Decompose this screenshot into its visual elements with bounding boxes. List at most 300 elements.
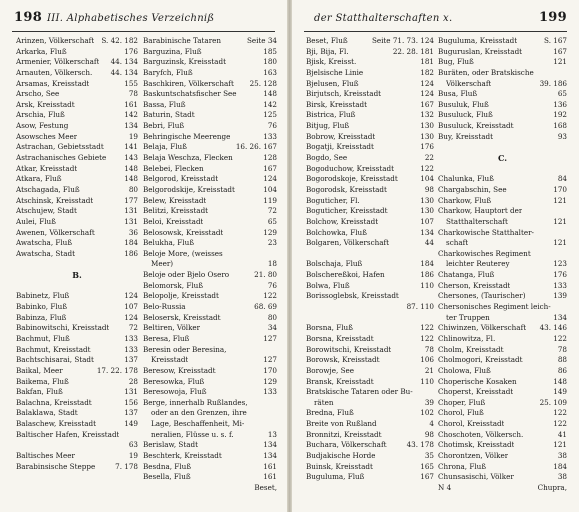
entry-term: Besella, Fluß — [143, 472, 191, 482]
index-entry — [143, 174, 277, 185]
entry-term: Bachmut, Kreisstadt — [16, 344, 91, 354]
entry-page-refs: 80 — [267, 312, 277, 322]
entry-page-refs: 180 — [263, 57, 277, 67]
entry-page-refs: 141 — [124, 142, 138, 152]
entry-term: Meer) — [151, 259, 174, 269]
entry-term: Bolchowka, Fluß — [306, 227, 367, 237]
left-page-header — [0, 12, 287, 28]
index-entry — [16, 419, 138, 430]
entry-term: Balachna, Kreisstadt — [16, 397, 92, 407]
index-entry — [306, 196, 434, 207]
index-entry — [143, 419, 277, 430]
index-entry — [16, 153, 138, 164]
entry-page-refs: 177 — [124, 195, 138, 205]
entry-page-refs: 122 — [553, 408, 567, 418]
index-entry — [438, 47, 567, 58]
entry-term: Borowitschi, Kreisstadt — [306, 344, 392, 354]
blank-line — [306, 313, 434, 324]
entry-page-refs: 122 — [420, 333, 434, 343]
entry-term: Belaja, Fluß — [143, 142, 187, 152]
index-entry — [306, 206, 434, 217]
entry-term: Baskuntschatsfischer See — [143, 89, 237, 99]
index-entry — [16, 451, 138, 462]
index-entry — [16, 291, 138, 302]
entry-page-refs: 176 — [420, 142, 434, 152]
entry-page-refs: 21 — [424, 365, 434, 375]
index-entry — [16, 440, 138, 451]
index-entry — [306, 451, 434, 462]
entry-term: Arschia, Fluß — [16, 110, 65, 120]
entry-term: Belew, Kreisstadt — [143, 195, 207, 205]
index-entry — [306, 142, 434, 153]
entry-term: Chalunka, Fluß — [438, 174, 494, 184]
entry-page-refs: 122 — [420, 163, 434, 173]
entry-term: Bogorodsk, Kreisstadt — [306, 184, 387, 194]
index-entry — [16, 196, 138, 207]
entry-page-refs: 125 — [263, 110, 277, 120]
entry-term: Awatscha, Stadt — [16, 248, 75, 258]
index-entry — [438, 228, 567, 239]
index-entry — [143, 164, 277, 175]
entry-term: Beloje More, (weisses — [143, 248, 223, 258]
entry-page-refs: 124 — [124, 312, 138, 322]
index-entry — [438, 323, 567, 334]
entry-page-refs: 129 — [263, 227, 277, 237]
index-entry — [16, 398, 138, 409]
index-entry — [16, 68, 138, 79]
entry-term: Charkowisches Regiment — [438, 248, 531, 258]
index-entry — [143, 472, 277, 483]
entry-term: Awenen, Völkerschaft — [16, 227, 95, 237]
entry-page-refs — [135, 430, 138, 441]
right-page-title: der Statthalterschaften x. — [314, 13, 453, 24]
entry-term: Bogatji, Kreisstadt — [306, 142, 374, 152]
entry-term: Chorol, Fluß — [438, 408, 484, 418]
entry-page-refs — [431, 291, 434, 302]
entry-page-refs: 122 — [420, 323, 434, 333]
entry-term: Belukha, Fluß — [143, 238, 195, 248]
blank-line — [438, 164, 567, 175]
entry-term: Bug, Fluß — [438, 57, 474, 67]
entry-term: Charkowische Statthalter- — [438, 227, 534, 237]
entry-term: Arscho, See — [16, 89, 60, 99]
left-page — [0, 0, 287, 512]
entry-term: Atschagada, Fluß — [16, 184, 80, 194]
entry-term: Bronnitzi, Kreisstadt — [306, 429, 382, 439]
entry-term: Chotimsk, Kreisstadt — [438, 440, 515, 450]
entry-term: Budjakische Horde — [306, 450, 376, 460]
index-entry — [438, 68, 567, 79]
index-entry — [143, 228, 277, 239]
entry-page-refs: 107 — [124, 302, 138, 312]
entry-page-refs: 186 — [124, 248, 138, 258]
index-entry — [16, 206, 138, 217]
entry-term: Buguluma, Kreisstadt — [438, 36, 518, 45]
entry-term: Boguticher, Kreisstadt — [306, 206, 388, 216]
entry-page-refs: 134 — [553, 312, 567, 322]
index-entry — [306, 164, 434, 175]
index-entry — [306, 100, 434, 111]
entry-page-refs: 19 — [128, 131, 138, 141]
entry-page-refs: 130 — [420, 131, 434, 141]
entry-page-refs: Seite 34 — [246, 36, 277, 45]
index-entry — [438, 387, 567, 398]
entry-term: Chersones, (Taurischer) — [438, 291, 526, 301]
entry-page-refs: 4 — [429, 419, 434, 429]
entry-page-refs: 39. 186 — [539, 78, 567, 88]
entry-page-refs: 133 — [263, 387, 277, 397]
entry-page-refs: 130 — [420, 195, 434, 205]
entry-term: Choschoten, Völkersch. — [438, 429, 524, 439]
index-entry — [16, 430, 138, 441]
entry-page-refs: 121 — [553, 216, 567, 226]
index-entry — [16, 355, 138, 366]
entry-term: Belo-Russia — [143, 302, 186, 312]
entry-term: Charkow, Fluß — [438, 195, 492, 205]
entry-page-refs — [274, 408, 277, 419]
entry-term: Belomorsk, Fluß — [143, 280, 204, 290]
entry-term: Borowsk, Kreisstadt — [306, 355, 380, 365]
entry-term: Babinowitschi, Kreisstadt — [16, 323, 110, 333]
entry-term: Arkarka, Fluß — [16, 46, 67, 56]
blank-line — [16, 259, 138, 270]
entry-term: Barabinsische Steppe — [16, 461, 96, 471]
entry-page-refs — [564, 249, 567, 260]
index-entry — [306, 153, 434, 164]
entry-page-refs: 23 — [267, 238, 277, 248]
entry-page-refs: 76 — [267, 280, 277, 290]
index-entry — [306, 440, 434, 451]
index-entry — [438, 196, 567, 207]
entry-term: Asow, Festung — [16, 121, 69, 131]
index-entry — [306, 217, 434, 228]
entry-page-refs: 21. 80 — [254, 270, 277, 280]
index-entry — [16, 132, 138, 143]
index-entry — [143, 451, 277, 462]
entry-page-refs — [274, 419, 277, 430]
entry-page-refs — [274, 249, 277, 260]
entry-page-refs: 170 — [553, 184, 567, 194]
index-entry — [438, 217, 567, 228]
index-entry — [306, 110, 434, 121]
entry-page-refs: 136 — [553, 99, 567, 109]
index-entry — [438, 440, 567, 451]
entry-term: Buguluma, Fluß — [306, 472, 365, 482]
entry-term: Chlinowitza, Fl. — [438, 333, 496, 343]
index-entry — [16, 408, 138, 419]
entry-term: Beresowka, Fluß — [143, 376, 205, 386]
entry-page-refs: 124 — [263, 174, 277, 184]
entry-page-refs: 131 — [124, 387, 138, 397]
entry-page-refs: 167 — [263, 163, 277, 173]
entry-page-refs: 38 — [557, 472, 567, 482]
index-entry — [438, 451, 567, 462]
entry-page-refs: 78 — [424, 344, 434, 354]
index-entry — [16, 110, 138, 121]
entry-term: Bolschaja, Fluß — [306, 259, 363, 269]
entry-term: Beschterk, Kreisstadt — [143, 450, 222, 460]
index-entry — [306, 36, 434, 47]
index-entry — [16, 47, 138, 58]
left-column-2 — [143, 36, 277, 494]
entry-term: Beloi, Kreisstadt — [143, 216, 204, 226]
entry-term: Beresa, Fluß — [143, 333, 190, 343]
entry-page-refs: 192 — [553, 110, 567, 120]
entry-page-refs: 134 — [124, 121, 138, 131]
index-entry — [306, 408, 434, 419]
entry-page-refs — [564, 206, 567, 217]
index-entry — [143, 185, 277, 196]
catchword-line — [438, 483, 567, 494]
index-entry — [143, 121, 277, 132]
entry-term: Völkerschaft — [446, 78, 492, 88]
entry-term: Kreisstadt — [151, 355, 189, 365]
entry-page-refs: 44. 134 — [110, 67, 138, 77]
index-entry — [16, 377, 138, 388]
entry-page-refs: 124 — [420, 78, 434, 88]
entry-page-refs: 86 — [557, 365, 567, 375]
entry-term: Bjelusen, Fluß — [306, 78, 359, 88]
blank-line — [438, 142, 567, 153]
index-entry — [306, 472, 434, 483]
index-entry — [438, 270, 567, 281]
entry-page-refs: 122 — [553, 333, 567, 343]
entry-page-refs: 168 — [553, 121, 567, 131]
entry-term: Beresow, Kreisstadt — [143, 365, 216, 375]
left-page-number: 198 — [14, 10, 43, 25]
entry-page-refs: 134 — [263, 450, 277, 460]
entry-term: Belosowsk, Kreisstadt — [143, 227, 224, 237]
entry-term: Berge, innerhalb Rußlandes, — [143, 397, 248, 407]
index-entry — [16, 217, 138, 228]
entry-term: Bobrow, Kreisstadt — [306, 131, 376, 141]
index-entry — [143, 377, 277, 388]
entry-page-refs: 137 — [124, 408, 138, 418]
entry-term: Baryfch, Fluß — [143, 67, 193, 77]
entry-term: Babinetz, Fluß — [16, 291, 70, 301]
index-entry — [438, 121, 567, 132]
right-column-2 — [438, 36, 567, 494]
entry-page-refs: 87. 110 — [406, 302, 434, 312]
right-header-rule — [304, 31, 567, 32]
entry-term: ter Truppen — [446, 312, 490, 322]
entry-page-refs: 137 — [124, 355, 138, 365]
entry-term: Bratskische Tataren oder Bu- — [306, 387, 413, 397]
blank-line — [16, 281, 138, 292]
index-entry — [306, 302, 434, 313]
entry-page-refs: 122 — [553, 419, 567, 429]
index-entry — [438, 206, 567, 217]
entry-term: Arsamas, Kreisstadt — [16, 78, 90, 88]
entry-page-refs: 148 — [263, 89, 277, 99]
entry-page-refs: 124 — [124, 291, 138, 301]
index-entry — [438, 408, 567, 419]
entry-term: Bransk, Kreisstadt — [306, 376, 374, 386]
left-column-1 — [16, 36, 138, 472]
blank-line — [306, 249, 434, 260]
index-entry — [143, 206, 277, 217]
index-entry — [438, 313, 567, 324]
index-entry — [16, 387, 138, 398]
entry-page-refs: 161 — [263, 461, 277, 471]
catchword-line — [143, 483, 277, 494]
index-entry — [438, 291, 567, 302]
entry-page-refs: 84 — [557, 174, 567, 184]
entry-page-refs: 184 — [124, 238, 138, 248]
entry-term: Barguzina, Fluß — [143, 46, 202, 56]
entry-term: Atschujew, Stadt — [16, 206, 77, 216]
index-entry — [306, 366, 434, 377]
index-entry — [306, 270, 434, 281]
entry-page-refs: 167 — [420, 472, 434, 482]
index-entry — [143, 217, 277, 228]
index-entry — [16, 121, 138, 132]
entry-term: Buräten, oder Bratskische — [438, 67, 534, 77]
entry-term: Bakfan, Fluß — [16, 387, 63, 397]
entry-page-refs: 122 — [263, 291, 277, 301]
entry-page-refs: 22 — [424, 153, 434, 163]
entry-term: Astrachanisches Gebiete — [16, 153, 107, 163]
entry-page-refs: 181 — [420, 57, 434, 67]
entry-page-refs: 128 — [263, 153, 277, 163]
index-entry — [306, 47, 434, 58]
section-letter-heading: C. — [497, 153, 507, 164]
entry-page-refs: 124 — [420, 89, 434, 99]
entry-term: Chorol, Kreisstadt — [438, 419, 505, 429]
right-page — [292, 0, 579, 512]
index-entry — [143, 345, 277, 356]
entry-page-refs: 98 — [424, 184, 434, 194]
index-entry — [143, 387, 277, 398]
entry-page-refs: 98 — [424, 429, 434, 439]
entry-term: Buy, Kreisstadt — [438, 131, 493, 141]
index-entry — [438, 377, 567, 388]
index-entry — [438, 281, 567, 292]
right-page-number: 199 — [538, 10, 567, 25]
index-entry — [143, 334, 277, 345]
entry-term: Behringische Meerenge — [143, 131, 231, 141]
entry-page-refs: 22. 28. 181 — [392, 46, 434, 56]
entry-term: Baltischer Hafen, Kreisstadt — [16, 429, 120, 439]
entry-page-refs: S. 42. 182 — [101, 36, 138, 45]
entry-page-refs: 106 — [420, 355, 434, 365]
index-entry — [16, 79, 138, 90]
entry-page-refs: 131 — [124, 206, 138, 216]
entry-term: Armenier, Völkerschaft — [16, 57, 100, 67]
index-entry — [438, 430, 567, 441]
entry-term: Berislaw, Stadt — [143, 440, 198, 450]
entry-page-refs: 18 — [267, 259, 277, 269]
entry-term: Baltisches Meer — [16, 450, 75, 460]
entry-term: Baschkiren, Völkerschaft — [143, 78, 234, 88]
entry-term: Beresin oder Beresina, — [143, 344, 227, 354]
entry-term: Charkow, Hauptort der — [438, 206, 523, 216]
entry-page-refs: 78 — [128, 89, 138, 99]
entry-term: Boguticher, Fl. — [306, 195, 360, 205]
index-entry — [306, 68, 434, 79]
entry-term: Chargabschin, See — [438, 184, 507, 194]
entry-term: Astrachan, Gebietsstadt — [16, 142, 104, 152]
entry-page-refs: 184 — [553, 461, 567, 471]
entry-term: Choperst, Kreisstadt — [438, 387, 514, 397]
index-entry — [306, 355, 434, 366]
entry-page-refs: 93 — [557, 131, 567, 141]
entry-term: Choperische Kosaken — [438, 376, 517, 386]
entry-term: Birsk, Kreisstadt — [306, 99, 368, 109]
entry-page-refs: 63 — [128, 440, 138, 450]
entry-term: Baikal, Meer — [16, 365, 63, 375]
index-entry — [306, 238, 434, 249]
index-entry — [143, 100, 277, 111]
entry-term: Babinko, Fluß — [16, 302, 68, 312]
entry-term: Bjelsische Linie — [306, 67, 364, 77]
entry-page-refs: 134 — [420, 227, 434, 237]
entry-term: Aulei, Fluß — [16, 216, 56, 226]
entry-page-refs: 165 — [420, 461, 434, 471]
entry-term: Bredna, Fluß — [306, 408, 354, 418]
entry-term: Cholm, Kreisstadt — [438, 344, 504, 354]
entry-page-refs: 65 — [267, 216, 277, 226]
index-entry — [306, 291, 434, 302]
entry-page-refs: 104 — [420, 174, 434, 184]
index-entry — [306, 387, 434, 398]
index-entry — [306, 377, 434, 388]
index-entry — [438, 174, 567, 185]
entry-term: Bistrica, Fluß — [306, 110, 356, 120]
entry-page-refs: 182 — [420, 67, 434, 77]
index-entry — [306, 430, 434, 441]
entry-page-refs: 7. 178 — [115, 461, 138, 471]
index-entry — [16, 313, 138, 324]
entry-page-refs: 148 — [124, 174, 138, 184]
entry-page-refs: 65 — [557, 89, 567, 99]
index-entry — [16, 238, 138, 249]
index-entry — [143, 408, 277, 419]
index-entry — [16, 185, 138, 196]
entry-page-refs: 44. 134 — [110, 57, 138, 67]
entry-page-refs: 16. 26. 167 — [235, 142, 277, 152]
entry-page-refs: 110 — [420, 280, 434, 290]
entry-page-refs — [274, 398, 277, 409]
index-entry — [306, 334, 434, 345]
entry-page-refs: 134 — [263, 440, 277, 450]
entry-page-refs: 129 — [263, 376, 277, 386]
entry-term: Busa, Fluß — [438, 89, 478, 99]
entry-page-refs: Seite 71. 73. 124 — [371, 36, 434, 45]
index-entry — [16, 100, 138, 111]
entry-page-refs: 155 — [124, 78, 138, 88]
index-entry — [438, 398, 567, 409]
entry-term: Bogoduchow, Kreisstadt — [306, 163, 395, 173]
entry-page-refs: 110 — [420, 376, 434, 386]
entry-term: Bolschereßkoi, Hafen — [306, 270, 385, 280]
index-entry — [143, 355, 277, 366]
entry-page-refs: 127 — [263, 355, 277, 365]
index-entry — [16, 89, 138, 100]
entry-term: Atkara, Fluß — [16, 174, 62, 184]
entry-term: Chunsasischi, Völker — [438, 472, 514, 482]
entry-page-refs: 139 — [553, 291, 567, 301]
index-entry — [306, 57, 434, 68]
entry-page-refs: 130 — [420, 206, 434, 216]
entry-term: Chrona, Fluß — [438, 461, 487, 471]
entry-page-refs: S. 167 — [544, 36, 567, 45]
entry-page-refs: 25. 128 — [249, 78, 277, 88]
entry-page-refs: 78 — [557, 344, 567, 354]
entry-page-refs: 185 — [263, 46, 277, 56]
entry-page-refs: 176 — [553, 270, 567, 280]
entry-page-refs: 104 — [263, 184, 277, 194]
